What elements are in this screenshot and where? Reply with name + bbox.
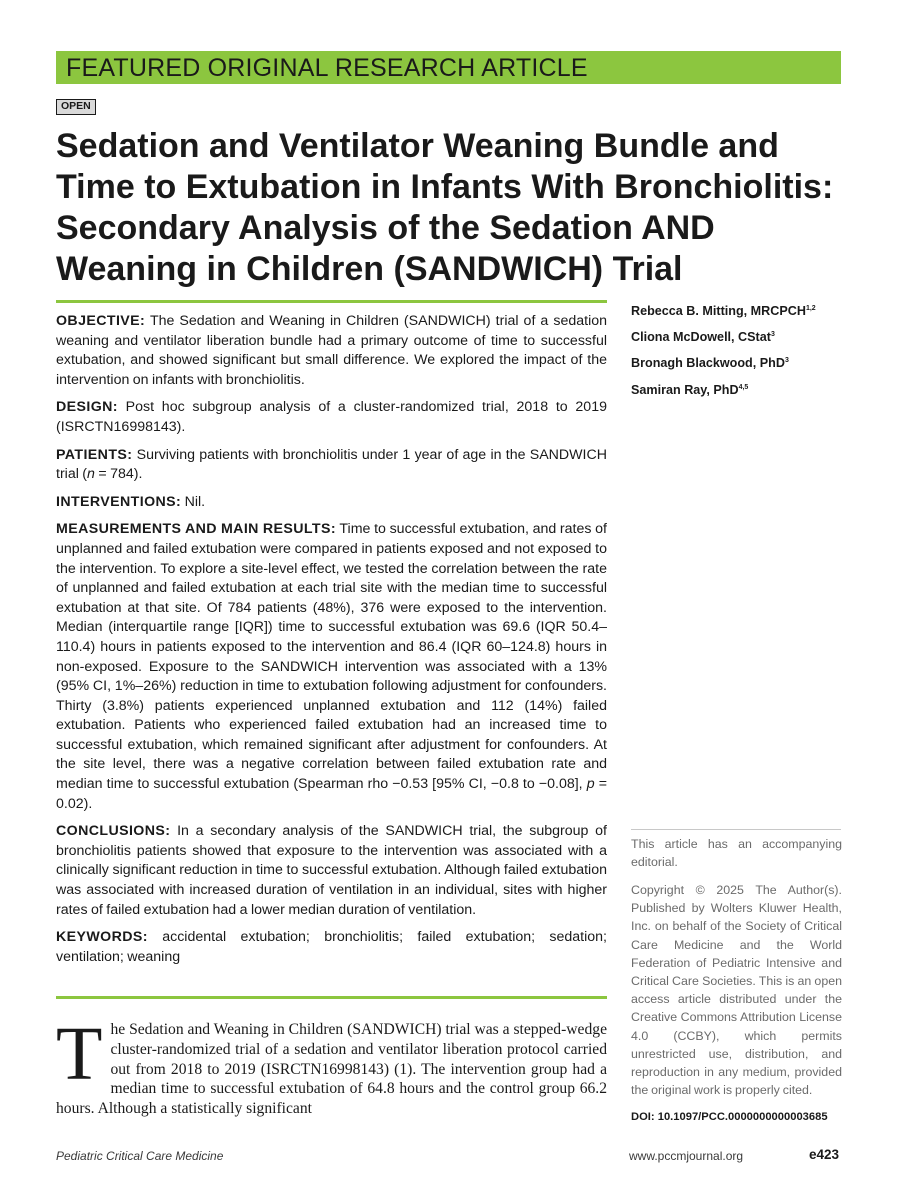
abstract-keywords (56, 928, 607, 967)
abstract-patients (56, 446, 607, 485)
page-number: e423 (809, 1147, 840, 1162)
sidebar-divider (631, 829, 841, 830)
open-access-badge: OPEN (56, 99, 96, 115)
footer-journal-name: Pediatric Critical Care Medicine (56, 1149, 224, 1163)
results-end: = 0.02). (56, 776, 608, 812)
drop-cap: T (56, 1012, 103, 1096)
patients-text: Surviving patients with bronchiolitis under 1 year of age in the SANDWICH trial ( (56, 446, 607, 483)
abstract-interventions (56, 493, 607, 513)
abstract-objective (56, 312, 607, 390)
interventions-text: Nil. (184, 493, 206, 510)
abstract-conclusions (56, 822, 607, 920)
keywords-text: accidental extubation; bronchiolitis; failed extubation; sedation; ventilation; weaning (56, 929, 607, 965)
abstract (56, 312, 607, 975)
conclusions-label: CONCLUSIONS: (56, 823, 171, 840)
author-4 (631, 376, 851, 402)
author-4-name: Samiran Ray, PhD (631, 382, 739, 397)
keywords-label: KEYWORDS: (56, 929, 148, 946)
doi-link[interactable]: DOI: 10.1097/PCC.0000000000003685 (631, 1111, 828, 1123)
author-2 (631, 323, 851, 349)
abstract-design (56, 398, 607, 437)
author-3-affil: 3 (784, 357, 789, 365)
editorial-note: This article has an accompanying editorial. (631, 837, 842, 870)
author-1 (631, 297, 851, 323)
objective-text: The Sedation and Weaning in Children (SANDWICH) trial of a sedation weaning and ventilator liberation bundle had a primary outcome of time to successful extubation, and showed significant but small difference. We explored the impact of the intervention on infants with bronchiolitis. (56, 313, 608, 388)
article-type-banner: FEATURED ORIGINAL RESEARCH ARTICLE (56, 51, 841, 84)
abstract-results (56, 520, 607, 814)
author-3-name: Bronagh Blackwood, PhD (631, 356, 785, 371)
copyright-notice: Copyright © 2025 The Author(s). Published by Wolters Kluwer Health, Inc. on behalf of the Society of Critical Care Medicine and the World Federation of Pediatric Intensive and Critical Care Societies. This is an open access article distributed under the Creative Commons Attribution License 4.0 (CCBY), which permits unrestricted use, distribution, and reproduction in any medium, provided the original work is properly cited. (631, 883, 842, 1098)
design-text: Post hoc subgroup analysis of a cluster-randomized trial, 2018 to 2019 (ISRCTN16998143). (56, 399, 607, 435)
design-label: DESIGN: (56, 399, 118, 416)
author-2-name: Cliona McDowell, CStat (631, 330, 771, 345)
patients-label: PATIENTS: (56, 446, 133, 463)
author-1-affil: 1,2 (805, 305, 816, 312)
body-text: he Sedation and Weaning in Children (SANDWICH) trial was a stepped-wedge cluster-randomized trial of a sedation and ventilator liberation protocol carried out from 2018 to 2019 (ISRCTN16998143) (1). The intervention group had a median time to successful extubation of 64.8 hours and the control group 66.2 hours. Although a statistically significant (56, 1021, 607, 1118)
patients-n: n (87, 466, 95, 483)
objective-label: OBJECTIVE: (56, 313, 146, 329)
author-2-affil: 3 (770, 331, 775, 339)
author-list (631, 297, 851, 402)
body-paragraph (56, 1012, 607, 1119)
patients-count: = 784). (94, 466, 143, 483)
results-text: Time to successful extubation, and rates of unplanned and failed extubation were compared in patients exposed and not exposed to the intervention. To explore a site-level effect, we tested the correlation between the rate of unplanned and failed extubation at each trial site with the median time to successful extubation at that site. Of 784 patients (48%), 376 were exposed to the intervention. Median (interquartile range [IQR]) time to successful extubation was 69.6 (IQR 50.4–110.4) hours in patients exposed to the intervention and 86.4 (IQR 60–124.8) hours in non-exposed. Exposure to the SANDWICH intervention was associated with a 13% (95% CI, 1%–26%) reduction in time to extubation following adjustment for confounders. Thirty (3.8%) patients experienced unplanned extubation and 112 (14%) failed extubation. Patients who experienced failed extubation had an increased time to successful extubation, which remained significant after adjustment for confounders. At the site level, there was a negative correlation between failed extubation rate and median time to successful extubation (Spearman rho −0.53 [95% CI, −0.8 to −0.08], (56, 521, 607, 793)
article-title: Sedation and Ventilator Weaning Bundle and Time to Extubation in Infants With Bronchiolitis: Secondary Analysis of the Sedation AND Weaning in Children (SANDWICH) Trial (56, 127, 834, 288)
conclusions-text: In a secondary analysis of the SANDWICH trial, the subgroup of bronchiolitis patients showed that exposure to the intervention was associated with a clinically significant reduction in time to successful extubation. Although failed extubation was associated with increased duration of ventilation in an individual, sites with higher rates of failed extubation had a lower median duration of ventilation. (56, 823, 607, 918)
footer-journal-url[interactable]: www.pccmjournal.org (629, 1149, 744, 1163)
author-4-affil: 4,5 (738, 383, 749, 391)
abstract-top-rule (56, 300, 607, 303)
abstract-bottom-rule (56, 996, 607, 999)
interventions-label: INTERVENTIONS: (56, 493, 182, 510)
results-label: MEASUREMENTS AND MAIN RESULTS: (56, 521, 336, 538)
author-1-name: Rebecca B. Mitting, MRCPCH (631, 304, 806, 319)
author-3 (631, 349, 851, 375)
results-p: p (586, 776, 595, 793)
